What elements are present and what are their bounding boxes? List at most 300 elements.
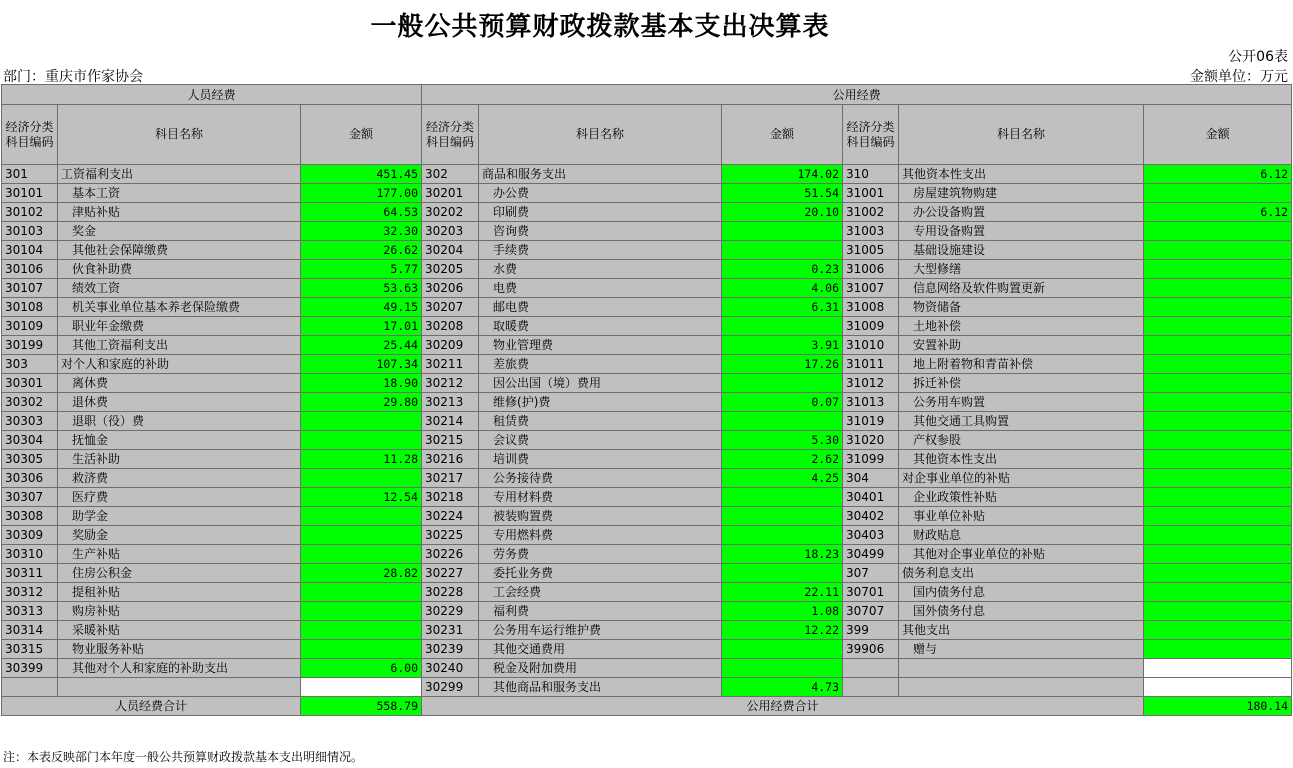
code-cell: 301 — [2, 165, 58, 184]
code-cell: 30315 — [2, 640, 58, 659]
amount-cell: 18.90 — [301, 374, 422, 393]
amount-cell — [1144, 336, 1292, 355]
item-name-cell: 印刷费 — [479, 203, 722, 222]
item-name-cell: 其他交通工具购置 — [899, 412, 1144, 431]
item-name-cell: 对企事业单位的补贴 — [899, 469, 1144, 488]
code-cell: 30239 — [422, 640, 479, 659]
amount-cell — [301, 507, 422, 526]
personnel-section-header: 人员经费 — [2, 85, 422, 105]
amount-cell: 174.02 — [722, 165, 843, 184]
table-row — [2, 450, 1292, 469]
code-cell: 30228 — [422, 583, 479, 602]
code-cell: 30205 — [422, 260, 479, 279]
amount-cell: 2.62 — [722, 450, 843, 469]
item-name-cell: 赠与 — [899, 640, 1144, 659]
item-name-cell: 产权参股 — [899, 431, 1144, 450]
table-row — [2, 678, 1292, 697]
item-name-cell: 奖励金 — [58, 526, 301, 545]
col-header-amount: 金额 — [1144, 105, 1292, 165]
item-name-cell: 津贴补贴 — [58, 203, 301, 222]
item-name-cell: 其他交通费用 — [479, 640, 722, 659]
amount-cell — [722, 640, 843, 659]
code-cell: 302 — [422, 165, 479, 184]
code-cell: 30302 — [2, 393, 58, 412]
code-cell: 30102 — [2, 203, 58, 222]
item-name-cell: 拆迁补偿 — [899, 374, 1144, 393]
item-name-cell: 提租补贴 — [58, 583, 301, 602]
item-name-cell — [899, 659, 1144, 678]
item-name-cell: 信息网络及软件购置更新 — [899, 279, 1144, 298]
page-title: 一般公共预算财政拨款基本支出决算表 — [370, 12, 830, 42]
code-cell: 30215 — [422, 431, 479, 450]
col-header-code: 经济分类科目编码 — [422, 105, 479, 165]
code-cell: 30701 — [843, 583, 899, 602]
item-name-cell: 租赁费 — [479, 412, 722, 431]
code-cell: 310 — [843, 165, 899, 184]
item-name-cell: 救济费 — [58, 469, 301, 488]
code-cell: 30203 — [422, 222, 479, 241]
code-cell: 303 — [2, 355, 58, 374]
item-name-cell: 国内债务付息 — [899, 583, 1144, 602]
amount-cell — [1144, 602, 1292, 621]
code-cell: 31010 — [843, 336, 899, 355]
public-total-value: 180.14 — [1144, 697, 1292, 716]
item-name-cell: 房屋建筑物购建 — [899, 184, 1144, 203]
code-cell: 30217 — [422, 469, 479, 488]
amount-cell — [1144, 507, 1292, 526]
code-cell: 31002 — [843, 203, 899, 222]
amount-cell — [1144, 431, 1292, 450]
code-cell: 30403 — [843, 526, 899, 545]
amount-cell — [1144, 545, 1292, 564]
item-name-cell: 伙食补助费 — [58, 260, 301, 279]
code-cell: 31001 — [843, 184, 899, 203]
table-row — [2, 545, 1292, 564]
item-name-cell: 物业服务补贴 — [58, 640, 301, 659]
code-cell: 30206 — [422, 279, 479, 298]
code-cell: 30306 — [2, 469, 58, 488]
amount-cell: 53.63 — [301, 279, 422, 298]
code-cell: 30204 — [422, 241, 479, 260]
item-name-cell: 手续费 — [479, 241, 722, 260]
item-name-cell: 退休费 — [58, 393, 301, 412]
amount-cell — [1144, 450, 1292, 469]
form-number: 公开06表 — [1228, 49, 1288, 65]
code-cell: 30226 — [422, 545, 479, 564]
code-cell: 30201 — [422, 184, 479, 203]
item-name-cell: 专用燃料费 — [479, 526, 722, 545]
item-name-cell: 生活补助 — [58, 450, 301, 469]
item-name-cell: 其他工资福利支出 — [58, 336, 301, 355]
item-name-cell: 电费 — [479, 279, 722, 298]
amount-cell: 22.11 — [722, 583, 843, 602]
item-name-cell: 购房补贴 — [58, 602, 301, 621]
item-name-cell: 基础设施建设 — [899, 241, 1144, 260]
amount-cell: 32.30 — [301, 222, 422, 241]
item-name-cell: 其他社会保障缴费 — [58, 241, 301, 260]
item-name-cell: 税金及附加费用 — [479, 659, 722, 678]
item-name-cell: 退职（役）费 — [58, 412, 301, 431]
item-name-cell: 工会经费 — [479, 583, 722, 602]
item-name-cell: 其他商品和服务支出 — [479, 678, 722, 697]
amount-cell: 28.82 — [301, 564, 422, 583]
amount-cell — [1144, 374, 1292, 393]
item-name-cell: 对个人和家庭的补助 — [58, 355, 301, 374]
table-row — [2, 165, 1292, 184]
col-header-code: 经济分类科目编码 — [843, 105, 899, 165]
column-header-row — [2, 105, 1292, 165]
code-cell: 30499 — [843, 545, 899, 564]
code-cell: 31007 — [843, 279, 899, 298]
table-row — [2, 298, 1292, 317]
code-cell: 30305 — [2, 450, 58, 469]
code-cell: 30211 — [422, 355, 479, 374]
code-cell: 31006 — [843, 260, 899, 279]
amount-cell — [1144, 678, 1292, 697]
code-cell: 31003 — [843, 222, 899, 241]
code-cell: 30308 — [2, 507, 58, 526]
amount-cell — [301, 621, 422, 640]
amount-cell — [301, 431, 422, 450]
code-cell: 399 — [843, 621, 899, 640]
code-cell: 30301 — [2, 374, 58, 393]
amount-cell — [722, 241, 843, 260]
item-name-cell: 离休费 — [58, 374, 301, 393]
col-header-amount: 金额 — [301, 105, 422, 165]
code-cell: 30108 — [2, 298, 58, 317]
amount-cell — [301, 412, 422, 431]
code-cell: 30212 — [422, 374, 479, 393]
public-total-label: 公用经费合计 — [422, 697, 1144, 716]
item-name-cell: 委托业务费 — [479, 564, 722, 583]
table-row — [2, 602, 1292, 621]
item-name-cell: 福利费 — [479, 602, 722, 621]
amount-cell: 451.45 — [301, 165, 422, 184]
item-name-cell: 住房公积金 — [58, 564, 301, 583]
item-name-cell: 物业管理费 — [479, 336, 722, 355]
code-cell: 30304 — [2, 431, 58, 450]
item-name-cell: 差旅费 — [479, 355, 722, 374]
code-cell: 30106 — [2, 260, 58, 279]
code-cell — [843, 678, 899, 697]
table-row — [2, 507, 1292, 526]
amount-cell: 6.12 — [1144, 165, 1292, 184]
code-cell: 39906 — [843, 640, 899, 659]
amount-cell: 49.15 — [301, 298, 422, 317]
item-name-cell: 咨询费 — [479, 222, 722, 241]
item-name-cell: 公务用车购置 — [899, 393, 1144, 412]
code-cell: 31013 — [843, 393, 899, 412]
table-row — [2, 488, 1292, 507]
code-cell: 30209 — [422, 336, 479, 355]
code-cell: 31020 — [843, 431, 899, 450]
amount-cell: 0.23 — [722, 260, 843, 279]
table-row — [2, 260, 1292, 279]
table-row — [2, 431, 1292, 450]
amount-cell — [722, 412, 843, 431]
amount-cell: 0.07 — [722, 393, 843, 412]
item-name-cell: 企业政策性补贴 — [899, 488, 1144, 507]
item-name-cell — [58, 678, 301, 697]
item-name-cell: 其他支出 — [899, 621, 1144, 640]
table-row — [2, 393, 1292, 412]
department-label: 部门：重庆市作家协会 — [3, 69, 143, 85]
code-cell: 30208 — [422, 317, 479, 336]
table-row — [2, 564, 1292, 583]
code-cell: 30307 — [2, 488, 58, 507]
item-name-cell: 生产补贴 — [58, 545, 301, 564]
amount-cell: 4.25 — [722, 469, 843, 488]
code-cell — [2, 678, 58, 697]
item-name-cell: 因公出国（境）费用 — [479, 374, 722, 393]
table-row — [2, 526, 1292, 545]
amount-cell: 64.53 — [301, 203, 422, 222]
unit-label: 金额单位：万元 — [1190, 69, 1288, 85]
amount-cell: 12.54 — [301, 488, 422, 507]
table-row — [2, 469, 1292, 488]
code-cell: 30199 — [2, 336, 58, 355]
col-header-code: 经济分类科目编码 — [2, 105, 58, 165]
totals-row — [2, 697, 1292, 716]
amount-cell — [722, 507, 843, 526]
item-name-cell: 物资储备 — [899, 298, 1144, 317]
section-header-row — [2, 85, 1292, 105]
item-name-cell: 绩效工资 — [58, 279, 301, 298]
code-cell: 30309 — [2, 526, 58, 545]
code-cell: 30311 — [2, 564, 58, 583]
item-name-cell: 事业单位补贴 — [899, 507, 1144, 526]
item-name-cell: 办公设备购置 — [899, 203, 1144, 222]
item-name-cell: 地上附着物和青苗补偿 — [899, 355, 1144, 374]
item-name-cell: 国外债务付息 — [899, 602, 1144, 621]
amount-cell — [1144, 241, 1292, 260]
code-cell: 30225 — [422, 526, 479, 545]
code-cell: 30313 — [2, 602, 58, 621]
amount-cell — [301, 583, 422, 602]
table-row — [2, 412, 1292, 431]
amount-cell: 17.01 — [301, 317, 422, 336]
amount-cell — [301, 545, 422, 564]
code-cell: 30303 — [2, 412, 58, 431]
col-header-amount: 金额 — [722, 105, 843, 165]
footnote: 注：本表反映部门本年度一般公共预算财政拨款基本支出明细情况。 — [3, 750, 364, 764]
code-cell: 31011 — [843, 355, 899, 374]
code-cell: 30402 — [843, 507, 899, 526]
code-cell: 30101 — [2, 184, 58, 203]
code-cell: 30109 — [2, 317, 58, 336]
code-cell: 30227 — [422, 564, 479, 583]
code-cell: 30216 — [422, 450, 479, 469]
amount-cell: 17.26 — [722, 355, 843, 374]
item-name-cell: 采暖补贴 — [58, 621, 301, 640]
item-name-cell: 土地补偿 — [899, 317, 1144, 336]
item-name-cell: 财政贴息 — [899, 526, 1144, 545]
amount-cell: 107.34 — [301, 355, 422, 374]
code-cell: 30229 — [422, 602, 479, 621]
code-cell: 30707 — [843, 602, 899, 621]
amount-cell — [1144, 526, 1292, 545]
table-row — [2, 184, 1292, 203]
amount-cell — [1144, 659, 1292, 678]
item-name-cell: 培训费 — [479, 450, 722, 469]
item-name-cell: 奖金 — [58, 222, 301, 241]
amount-cell — [1144, 412, 1292, 431]
amount-cell — [1144, 279, 1292, 298]
amount-cell: 6.00 — [301, 659, 422, 678]
table-row — [2, 621, 1292, 640]
code-cell: 30310 — [2, 545, 58, 564]
amount-cell: 3.91 — [722, 336, 843, 355]
amount-cell — [1144, 355, 1292, 374]
amount-cell: 26.62 — [301, 241, 422, 260]
amount-cell — [301, 602, 422, 621]
item-name-cell — [899, 678, 1144, 697]
col-header-name: 科目名称 — [899, 105, 1144, 165]
amount-cell: 12.22 — [722, 621, 843, 640]
amount-cell — [1144, 488, 1292, 507]
item-name-cell: 会议费 — [479, 431, 722, 450]
code-cell: 30107 — [2, 279, 58, 298]
code-cell: 30103 — [2, 222, 58, 241]
amount-cell: 20.10 — [722, 203, 843, 222]
item-name-cell: 抚恤金 — [58, 431, 301, 450]
item-name-cell: 基本工资 — [58, 184, 301, 203]
col-header-name: 科目名称 — [479, 105, 722, 165]
amount-cell — [301, 678, 422, 697]
amount-cell: 1.08 — [722, 602, 843, 621]
item-name-cell: 取暖费 — [479, 317, 722, 336]
amount-cell — [722, 374, 843, 393]
item-name-cell: 专用材料费 — [479, 488, 722, 507]
code-cell: 30214 — [422, 412, 479, 431]
code-cell: 30224 — [422, 507, 479, 526]
code-cell: 30240 — [422, 659, 479, 678]
amount-cell — [1144, 260, 1292, 279]
table-row — [2, 279, 1292, 298]
table-row — [2, 355, 1292, 374]
amount-cell — [1144, 184, 1292, 203]
code-cell: 304 — [843, 469, 899, 488]
code-cell — [843, 659, 899, 678]
item-name-cell: 公务接待费 — [479, 469, 722, 488]
item-name-cell: 职业年金缴费 — [58, 317, 301, 336]
amount-cell — [722, 526, 843, 545]
code-cell: 31099 — [843, 450, 899, 469]
amount-cell: 5.30 — [722, 431, 843, 450]
item-name-cell: 邮电费 — [479, 298, 722, 317]
item-name-cell: 机关事业单位基本养老保险缴费 — [58, 298, 301, 317]
amount-cell — [722, 488, 843, 507]
code-cell: 307 — [843, 564, 899, 583]
table-row — [2, 659, 1292, 678]
table-row — [2, 203, 1292, 222]
public-section-header: 公用经费 — [422, 85, 1292, 105]
table-row — [2, 222, 1292, 241]
amount-cell — [722, 564, 843, 583]
amount-cell — [301, 526, 422, 545]
code-cell: 31008 — [843, 298, 899, 317]
code-cell: 30299 — [422, 678, 479, 697]
amount-cell — [722, 317, 843, 336]
item-name-cell: 其他资本性支出 — [899, 450, 1144, 469]
item-name-cell: 办公费 — [479, 184, 722, 203]
table-row — [2, 317, 1292, 336]
amount-cell — [1144, 640, 1292, 659]
code-cell: 30401 — [843, 488, 899, 507]
amount-cell — [1144, 298, 1292, 317]
amount-cell — [301, 469, 422, 488]
code-cell: 30314 — [2, 621, 58, 640]
item-name-cell: 其他对个人和家庭的补助支出 — [58, 659, 301, 678]
item-name-cell: 专用设备购置 — [899, 222, 1144, 241]
item-name-cell: 医疗费 — [58, 488, 301, 507]
item-name-cell: 其他资本性支出 — [899, 165, 1144, 184]
code-cell: 30218 — [422, 488, 479, 507]
code-cell: 30213 — [422, 393, 479, 412]
amount-cell: 6.31 — [722, 298, 843, 317]
table-row — [2, 336, 1292, 355]
table-row — [2, 640, 1292, 659]
code-cell: 30202 — [422, 203, 479, 222]
amount-cell — [1144, 222, 1292, 241]
amount-cell — [1144, 564, 1292, 583]
item-name-cell: 大型修缮 — [899, 260, 1144, 279]
personnel-total-value: 558.79 — [301, 697, 422, 716]
item-name-cell: 其他对企事业单位的补贴 — [899, 545, 1144, 564]
table-row — [2, 241, 1292, 260]
personnel-total-label: 人员经费合计 — [2, 697, 301, 716]
item-name-cell: 助学金 — [58, 507, 301, 526]
code-cell: 31019 — [843, 412, 899, 431]
code-cell: 30207 — [422, 298, 479, 317]
table-row — [2, 583, 1292, 602]
col-header-name: 科目名称 — [58, 105, 301, 165]
amount-cell — [301, 640, 422, 659]
amount-cell — [1144, 317, 1292, 336]
amount-cell — [1144, 469, 1292, 488]
item-name-cell: 维修(护)费 — [479, 393, 722, 412]
item-name-cell: 商品和服务支出 — [479, 165, 722, 184]
amount-cell: 177.00 — [301, 184, 422, 203]
code-cell: 30399 — [2, 659, 58, 678]
item-name-cell: 公务用车运行维护费 — [479, 621, 722, 640]
amount-cell: 6.12 — [1144, 203, 1292, 222]
amount-cell — [1144, 621, 1292, 640]
item-name-cell: 被装购置费 — [479, 507, 722, 526]
amount-cell — [722, 659, 843, 678]
code-cell: 30312 — [2, 583, 58, 602]
amount-cell — [722, 222, 843, 241]
table-row — [2, 374, 1292, 393]
expenditure-table — [1, 84, 1292, 716]
amount-cell: 25.44 — [301, 336, 422, 355]
amount-cell: 11.28 — [301, 450, 422, 469]
code-cell: 31009 — [843, 317, 899, 336]
amount-cell: 51.54 — [722, 184, 843, 203]
amount-cell — [1144, 393, 1292, 412]
code-cell: 30104 — [2, 241, 58, 260]
amount-cell: 29.80 — [301, 393, 422, 412]
item-name-cell: 劳务费 — [479, 545, 722, 564]
item-name-cell: 水费 — [479, 260, 722, 279]
amount-cell — [1144, 583, 1292, 602]
code-cell: 31005 — [843, 241, 899, 260]
amount-cell: 18.23 — [722, 545, 843, 564]
item-name-cell: 安置补助 — [899, 336, 1144, 355]
item-name-cell: 债务利息支出 — [899, 564, 1144, 583]
amount-cell: 4.06 — [722, 279, 843, 298]
amount-cell: 4.73 — [722, 678, 843, 697]
